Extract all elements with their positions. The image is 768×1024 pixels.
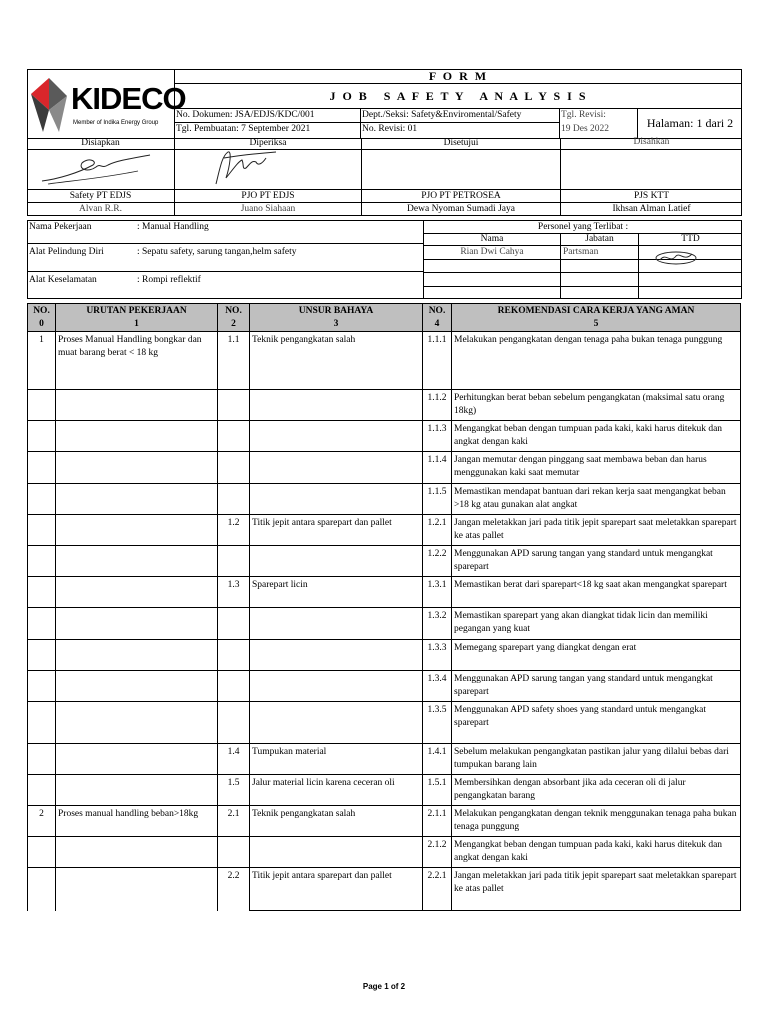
hazard-text: Sparepart licin <box>250 577 423 608</box>
hazard-number: 2.1 <box>218 806 250 837</box>
hazard-text <box>250 671 423 702</box>
step-text <box>56 837 218 868</box>
rec-number: 2.1.2 <box>423 837 452 868</box>
step-text <box>56 484 218 515</box>
rec-text: Jangan memutar dengan pinggang saat membawa beban dan harus menggunakan kaki saat memutar <box>452 452 741 484</box>
rec-number: 1.1.5 <box>423 484 452 515</box>
hazard-text <box>250 484 423 515</box>
rec-text: Perhitungkan berat beban sebelum pengangkatan (maksimal satu orang 18kg) <box>452 390 741 421</box>
step-number <box>28 577 56 608</box>
step-number <box>28 868 56 911</box>
step-number <box>28 744 56 775</box>
step-number <box>28 837 56 868</box>
rec-number: 1.3.5 <box>423 702 452 744</box>
rec-number: 1.3.4 <box>423 671 452 702</box>
step-text <box>56 868 218 911</box>
rec-number: 1.2.1 <box>423 515 452 546</box>
step-text <box>56 421 218 452</box>
step-number <box>28 452 56 484</box>
rec-text: Membersihkan dengan absorbant jika ada ceceran oli di jalur pengangkatan barang <box>452 775 741 806</box>
step-number <box>28 484 56 515</box>
step-text <box>56 546 218 577</box>
dept-section: Dept./Seksi: Safety&Enviromental/Safety <box>361 109 560 123</box>
hazard-number <box>218 608 250 640</box>
doc-number: No. Dokumen: JSA/EDJS/KDC/001 <box>175 109 361 123</box>
col-header-no-2: NO. <box>218 304 250 319</box>
table-row <box>28 421 741 452</box>
hazard-number: 1.5 <box>218 775 250 806</box>
revision-number: No. Revisi: 01 <box>361 123 560 139</box>
hazard-text: Teknik pengangkatan salah <box>250 806 423 837</box>
personnel-name: Rian Dwi Cahya <box>460 247 524 257</box>
name-checked: Juano Siahaan <box>240 204 296 214</box>
rec-number: 1.3.2 <box>423 608 452 640</box>
company-name: KIDECO <box>71 81 186 116</box>
hazard-text <box>250 390 423 421</box>
label-approved: Disetujui <box>443 138 479 148</box>
step-number <box>28 608 56 640</box>
personnel-col-name: Nama <box>480 234 504 244</box>
signature-prepared <box>38 151 158 187</box>
name-ratified: Ikhsan Alman Latief <box>612 204 691 214</box>
hazard-number <box>218 484 250 515</box>
rec-number: 1.3.1 <box>423 577 452 608</box>
role-ratified: PJS KTT <box>633 191 670 201</box>
job-name-value: : Manual Handling <box>137 222 209 232</box>
ppe-value: : Sepatu safety, sarung tangan,helm safety <box>137 247 297 257</box>
rec-text: Memastikan berat dari sparepart<18 kg saat akan mengangkat sparepart <box>452 577 741 608</box>
step-text <box>56 452 218 484</box>
page-indicator: Halaman: 1 dari 2 <box>646 116 734 130</box>
personnel-col-role: Jabatan <box>585 234 614 244</box>
rec-number: 1.1.3 <box>423 421 452 452</box>
table-row <box>28 577 741 608</box>
step-text: Proses Manual Handling bongkar dan muat barang berat < 18 kg <box>56 332 218 390</box>
hazard-text: Titik jepit antara sparepart dan pallet <box>250 868 423 911</box>
hazard-number <box>218 421 250 452</box>
step-text <box>56 608 218 640</box>
col-number-2: 2 <box>218 318 250 332</box>
rec-number: 1.3.3 <box>423 640 452 671</box>
jsa-table <box>27 303 741 911</box>
table-row <box>28 837 741 868</box>
hazard-number <box>218 837 250 868</box>
step-text <box>56 671 218 702</box>
kideco-logo-icon <box>29 76 71 136</box>
step-text <box>56 577 218 608</box>
step-number <box>28 546 56 577</box>
role-checked: PJO PT EDJS <box>241 191 295 201</box>
hazard-number <box>218 452 250 484</box>
form-word: F O R M <box>175 69 742 84</box>
rec-text: Memastikan sparepart yang akan diangkat tidak licin dan memiliki pegangan yang kuat <box>452 608 741 640</box>
created-date: Tgl. Pembuatan: 7 September 2021 <box>175 123 361 139</box>
step-number: 1 <box>28 332 56 390</box>
col-header-no-0: NO. <box>28 304 56 319</box>
col-number-4: 4 <box>423 318 452 332</box>
rec-text: Jangan meletakkan jari pada titik jepit sparepart saat meletakkan sparepart ke atas pallet <box>452 868 741 911</box>
col-number-1: 1 <box>56 318 218 332</box>
hazard-number: 1.1 <box>218 332 250 390</box>
col-number-5: 5 <box>452 318 741 332</box>
step-text: Proses manual handling beban>18kg <box>56 806 218 837</box>
table-row <box>28 775 741 806</box>
rec-number: 1.1.2 <box>423 390 452 421</box>
step-text <box>56 640 218 671</box>
form-title: J O B S A F E T Y A N A L Y S I S <box>175 84 742 109</box>
rec-text: Melakukan pengangkatan dengan tenaga paha bukan tenaga punggung <box>452 332 741 390</box>
role-prepared: Safety PT EDJS <box>69 191 132 201</box>
hazard-number <box>218 702 250 744</box>
name-prepared: Alvan R.R. <box>78 204 122 214</box>
step-number <box>28 671 56 702</box>
step-number <box>28 640 56 671</box>
hazard-text <box>250 702 423 744</box>
role-approved: PJO PT PETROSEA <box>421 191 501 201</box>
table-row <box>28 484 741 515</box>
hazard-text: Titik jepit antara sparepart dan pallet <box>250 515 423 546</box>
hazard-number <box>218 671 250 702</box>
job-name-label: Nama Pekerjaan <box>29 222 92 232</box>
rec-text: Jangan meletakkan jari pada titik jepit sparepart saat meletakkan sparepart ke atas pallet <box>452 515 741 546</box>
step-number <box>28 515 56 546</box>
hazard-number <box>218 546 250 577</box>
ppe-label: Alat Pelindung Diri <box>29 247 104 257</box>
rec-number: 1.1.4 <box>423 452 452 484</box>
table-row <box>28 332 741 390</box>
table-row <box>28 608 741 640</box>
rec-text: Mengangkat beban dengan tumpuan pada kaki, kaki harus ditekuk dan angkat dengan kaki <box>452 421 741 452</box>
step-number <box>28 775 56 806</box>
step-number <box>28 390 56 421</box>
signature-checked <box>206 148 286 188</box>
step-number: 2 <box>28 806 56 837</box>
label-prepared: Disiapkan <box>81 138 120 148</box>
hazard-number: 1.2 <box>218 515 250 546</box>
hazard-number <box>218 390 250 421</box>
hazard-text: Teknik pengangkatan salah <box>250 332 423 390</box>
table-row <box>28 515 741 546</box>
table-row <box>28 671 741 702</box>
table-row <box>28 868 741 911</box>
table-row <box>28 546 741 577</box>
col-number-3: 3 <box>250 318 423 332</box>
rec-number: 1.1.1 <box>423 332 452 390</box>
personnel-col-sign: TTD <box>681 234 700 244</box>
hazard-text: Tumpukan material <box>250 744 423 775</box>
rec-number: 1.5.1 <box>423 775 452 806</box>
col-header-no-4: NO. <box>423 304 452 319</box>
personnel-role: Partsman <box>563 247 599 257</box>
rec-text: Mengangkat beban dengan tumpuan pada kaki, kaki harus ditekuk dan angkat dengan kaki <box>452 837 741 868</box>
hazard-text <box>250 640 423 671</box>
table-row <box>28 640 741 671</box>
table-row <box>28 452 741 484</box>
rec-text: Menggunakan APD sarung tangan yang standard untuk mengangkat sparepart <box>452 546 741 577</box>
page-footer: Page 1 of 2 <box>362 982 406 991</box>
rec-text: Memegang sparepart yang diangkat dengan erat <box>452 640 741 671</box>
rec-number: 1.2.2 <box>423 546 452 577</box>
company-tagline: Member of Indika Energy Group <box>73 120 159 126</box>
step-text <box>56 515 218 546</box>
hazard-text <box>250 452 423 484</box>
table-row <box>28 744 741 775</box>
step-text <box>56 702 218 744</box>
rec-text: Menggunakan APD sarung tangan yang standard untuk mengangkat sparepart <box>452 671 741 702</box>
rec-number: 2.1.1 <box>423 806 452 837</box>
step-text <box>56 744 218 775</box>
hazard-number: 2.2 <box>218 868 250 911</box>
name-approved: Dewa Nyoman Sumadi Jaya <box>407 204 515 214</box>
hazard-text: Jalur material licin karena ceceran oli <box>250 775 423 806</box>
col-header-step: URUTAN PEKERJAAN <box>56 304 218 319</box>
company-logo <box>29 72 186 136</box>
hazard-text <box>250 421 423 452</box>
hazard-number <box>218 640 250 671</box>
rec-text: Sebelum melakukan pengangkatan pastikan jalur yang dilalui bebas dari tumpukan barang lain <box>452 744 741 775</box>
label-checked: Diperiksa <box>249 138 287 148</box>
hazard-text <box>250 837 423 868</box>
label-ratified: Disahkan <box>633 137 670 147</box>
personnel-title: Personel yang Terlibat : <box>537 222 629 232</box>
revision-date: 19 Des 2022 <box>560 123 638 139</box>
rec-number: 1.4.1 <box>423 744 452 775</box>
hazard-text <box>250 546 423 577</box>
safety-tools-value: : Rompi reflektif <box>137 275 201 285</box>
signature-personnel <box>654 250 700 266</box>
rec-text: Menggunakan APD safety shoes yang standard untuk mengangkat sparepart <box>452 702 741 744</box>
hazard-text <box>250 608 423 640</box>
step-text <box>56 775 218 806</box>
step-text <box>56 390 218 421</box>
col-number-0: 0 <box>28 318 56 332</box>
rec-text: Melakukan pengangkatan dengan teknik menggunakan tenaga paha bukan tenaga punggung <box>452 806 741 837</box>
rec-text: Memastikan mendapat bantuan dari rekan kerja saat mengangkat beban >18 kg atau gunakan alat angkat <box>452 484 741 515</box>
step-number <box>28 421 56 452</box>
table-row <box>28 702 741 744</box>
col-header-hazard: UNSUR BAHAYA <box>250 304 423 319</box>
col-header-recommendation: REKOMENDASI CARA KERJA YANG AMAN <box>452 304 741 319</box>
rec-number: 2.2.1 <box>423 868 452 911</box>
table-row <box>28 390 741 421</box>
hazard-number: 1.4 <box>218 744 250 775</box>
step-number <box>28 702 56 744</box>
hazard-number: 1.3 <box>218 577 250 608</box>
safety-tools-label: Alat Keselamatan <box>29 275 97 285</box>
table-row <box>28 806 741 837</box>
revision-date-label: Tgl. Revisi: <box>560 109 638 123</box>
